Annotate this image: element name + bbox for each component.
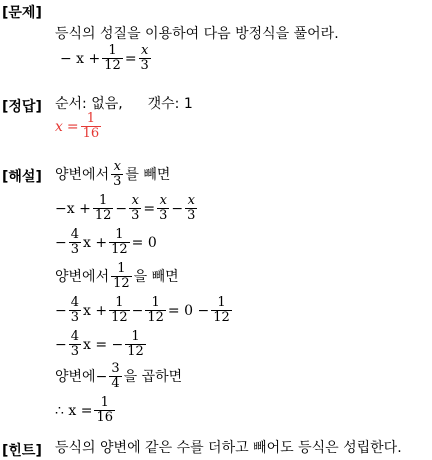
answer-label: [정답] xyxy=(2,99,42,115)
step1-fraction xyxy=(111,160,123,189)
answer-order: 순서: 없음, xyxy=(55,96,123,112)
explanation-line6 xyxy=(55,330,148,359)
step3-fraction xyxy=(109,362,121,391)
frac-numerator: 1 xyxy=(151,295,160,310)
l2-minus1: − xyxy=(115,200,128,217)
explanation-final xyxy=(55,396,117,425)
final-fraction xyxy=(94,396,115,425)
frac-numerator: 1 xyxy=(131,329,140,344)
frac-numerator: 3 xyxy=(111,361,120,376)
l5-frac2 xyxy=(109,296,130,325)
step1-suffix: 를 빼면 xyxy=(125,166,171,183)
frac-denominator: 12 xyxy=(113,276,130,291)
explanation-line3 xyxy=(55,228,157,257)
l2-minus2: − xyxy=(171,200,184,217)
l2-frac2 xyxy=(129,194,141,223)
frac-numerator: x xyxy=(159,193,167,208)
l2-frac4 xyxy=(185,194,197,223)
frac-denominator: 16 xyxy=(96,410,113,425)
frac-numerator: 1 xyxy=(98,193,108,208)
answer-count: 갯수: 1 xyxy=(147,96,193,112)
frac-denominator: 12 xyxy=(147,310,164,325)
step2-prefix: 양변에서 xyxy=(55,268,110,285)
frac-numerator: 1 xyxy=(115,227,124,242)
frac-denominator: 3 xyxy=(113,174,122,189)
l3-c: = 0 xyxy=(131,234,157,251)
frac-denominator: 3 xyxy=(187,208,196,223)
solution-variable: x xyxy=(55,118,63,135)
eq-fraction-x-3 xyxy=(139,44,151,73)
l2-frac3 xyxy=(157,194,169,223)
l6-frac1 xyxy=(69,330,81,359)
frac-numerator: 1 xyxy=(117,261,126,276)
eq-equals: = xyxy=(124,50,137,67)
final-a: ∴ x = xyxy=(55,402,93,419)
l5-b: x + xyxy=(83,302,108,319)
frac-denominator: 12 xyxy=(111,310,128,325)
problem-text: 등식의 성질을 이용하여 다음 방정식을 풀어라. xyxy=(55,26,339,42)
l3-frac1 xyxy=(69,228,81,257)
frac-numerator: x xyxy=(113,159,121,174)
frac-denominator: 3 xyxy=(70,242,80,257)
explanation-step2 xyxy=(55,262,179,291)
hint-text: 등식의 양변에 같은 수를 더하고 빼어도 등식은 성립한다. xyxy=(55,440,402,456)
l2-equals: = xyxy=(143,200,156,217)
l5-frac4 xyxy=(211,296,232,325)
l6-a: − xyxy=(55,336,67,353)
l2-a: −x + xyxy=(55,200,91,217)
explanation-line2 xyxy=(55,194,199,223)
problem-equation xyxy=(60,44,153,73)
frac-denominator: 3 xyxy=(70,344,80,359)
frac-denominator: 12 xyxy=(104,58,121,73)
solution-equals: = xyxy=(66,118,79,135)
step3-sign: − xyxy=(95,368,108,385)
explanation-step3 xyxy=(55,362,182,391)
explanation-label: [해설] xyxy=(2,169,42,185)
l3-a: − xyxy=(55,234,67,251)
step2-fraction xyxy=(111,262,132,291)
l5-frac1 xyxy=(69,296,81,325)
frac-numerator: 4 xyxy=(70,295,80,310)
answer-solution xyxy=(55,112,103,141)
frac-numerator: 1 xyxy=(100,395,109,410)
problem-label: [문제] xyxy=(2,5,42,21)
frac-numerator: 1 xyxy=(217,295,226,310)
frac-denominator: 3 xyxy=(140,58,149,73)
step3-prefix: 양변에 xyxy=(55,368,96,385)
frac-numerator: x xyxy=(187,193,195,208)
frac-denominator: 12 xyxy=(213,310,230,325)
frac-denominator: 4 xyxy=(111,376,120,391)
frac-numerator: x xyxy=(131,193,139,208)
l6-frac2 xyxy=(125,330,146,359)
frac-denominator: 16 xyxy=(82,126,100,141)
explanation-line5 xyxy=(55,296,234,325)
step3-suffix: 을 곱하면 xyxy=(123,368,183,385)
frac-numerator: 1 xyxy=(115,295,124,310)
frac-denominator: 12 xyxy=(127,344,144,359)
frac-numerator: 1 xyxy=(86,111,96,126)
l5-a: − xyxy=(55,302,67,319)
frac-denominator: 3 xyxy=(159,208,168,223)
hint-label: [힌트] xyxy=(2,443,42,459)
answer-meta xyxy=(55,96,193,112)
frac-denominator: 12 xyxy=(111,242,128,257)
l5-c: = 0 − xyxy=(167,302,210,319)
l5-minus: − xyxy=(131,302,144,319)
eq-fraction-1-12 xyxy=(102,44,123,73)
frac-denominator: 3 xyxy=(70,310,80,325)
l6-b: x = − xyxy=(83,336,124,353)
frac-denominator: 3 xyxy=(131,208,140,223)
explanation-step1 xyxy=(55,160,170,189)
frac-denominator: 12 xyxy=(94,208,112,223)
frac-numerator: x xyxy=(141,43,149,58)
step1-prefix: 양변에서 xyxy=(55,166,110,183)
l3-b: x + xyxy=(83,234,108,251)
l5-frac3 xyxy=(145,296,166,325)
frac-numerator: 4 xyxy=(70,329,80,344)
frac-numerator: 1 xyxy=(108,43,117,58)
l2-frac1 xyxy=(93,194,114,223)
eq-lhs-prefix: − x + xyxy=(60,50,101,67)
frac-numerator: 4 xyxy=(70,227,80,242)
step2-suffix: 을 빼면 xyxy=(133,268,179,285)
l3-frac2 xyxy=(109,228,130,257)
solution-fraction xyxy=(81,112,102,141)
